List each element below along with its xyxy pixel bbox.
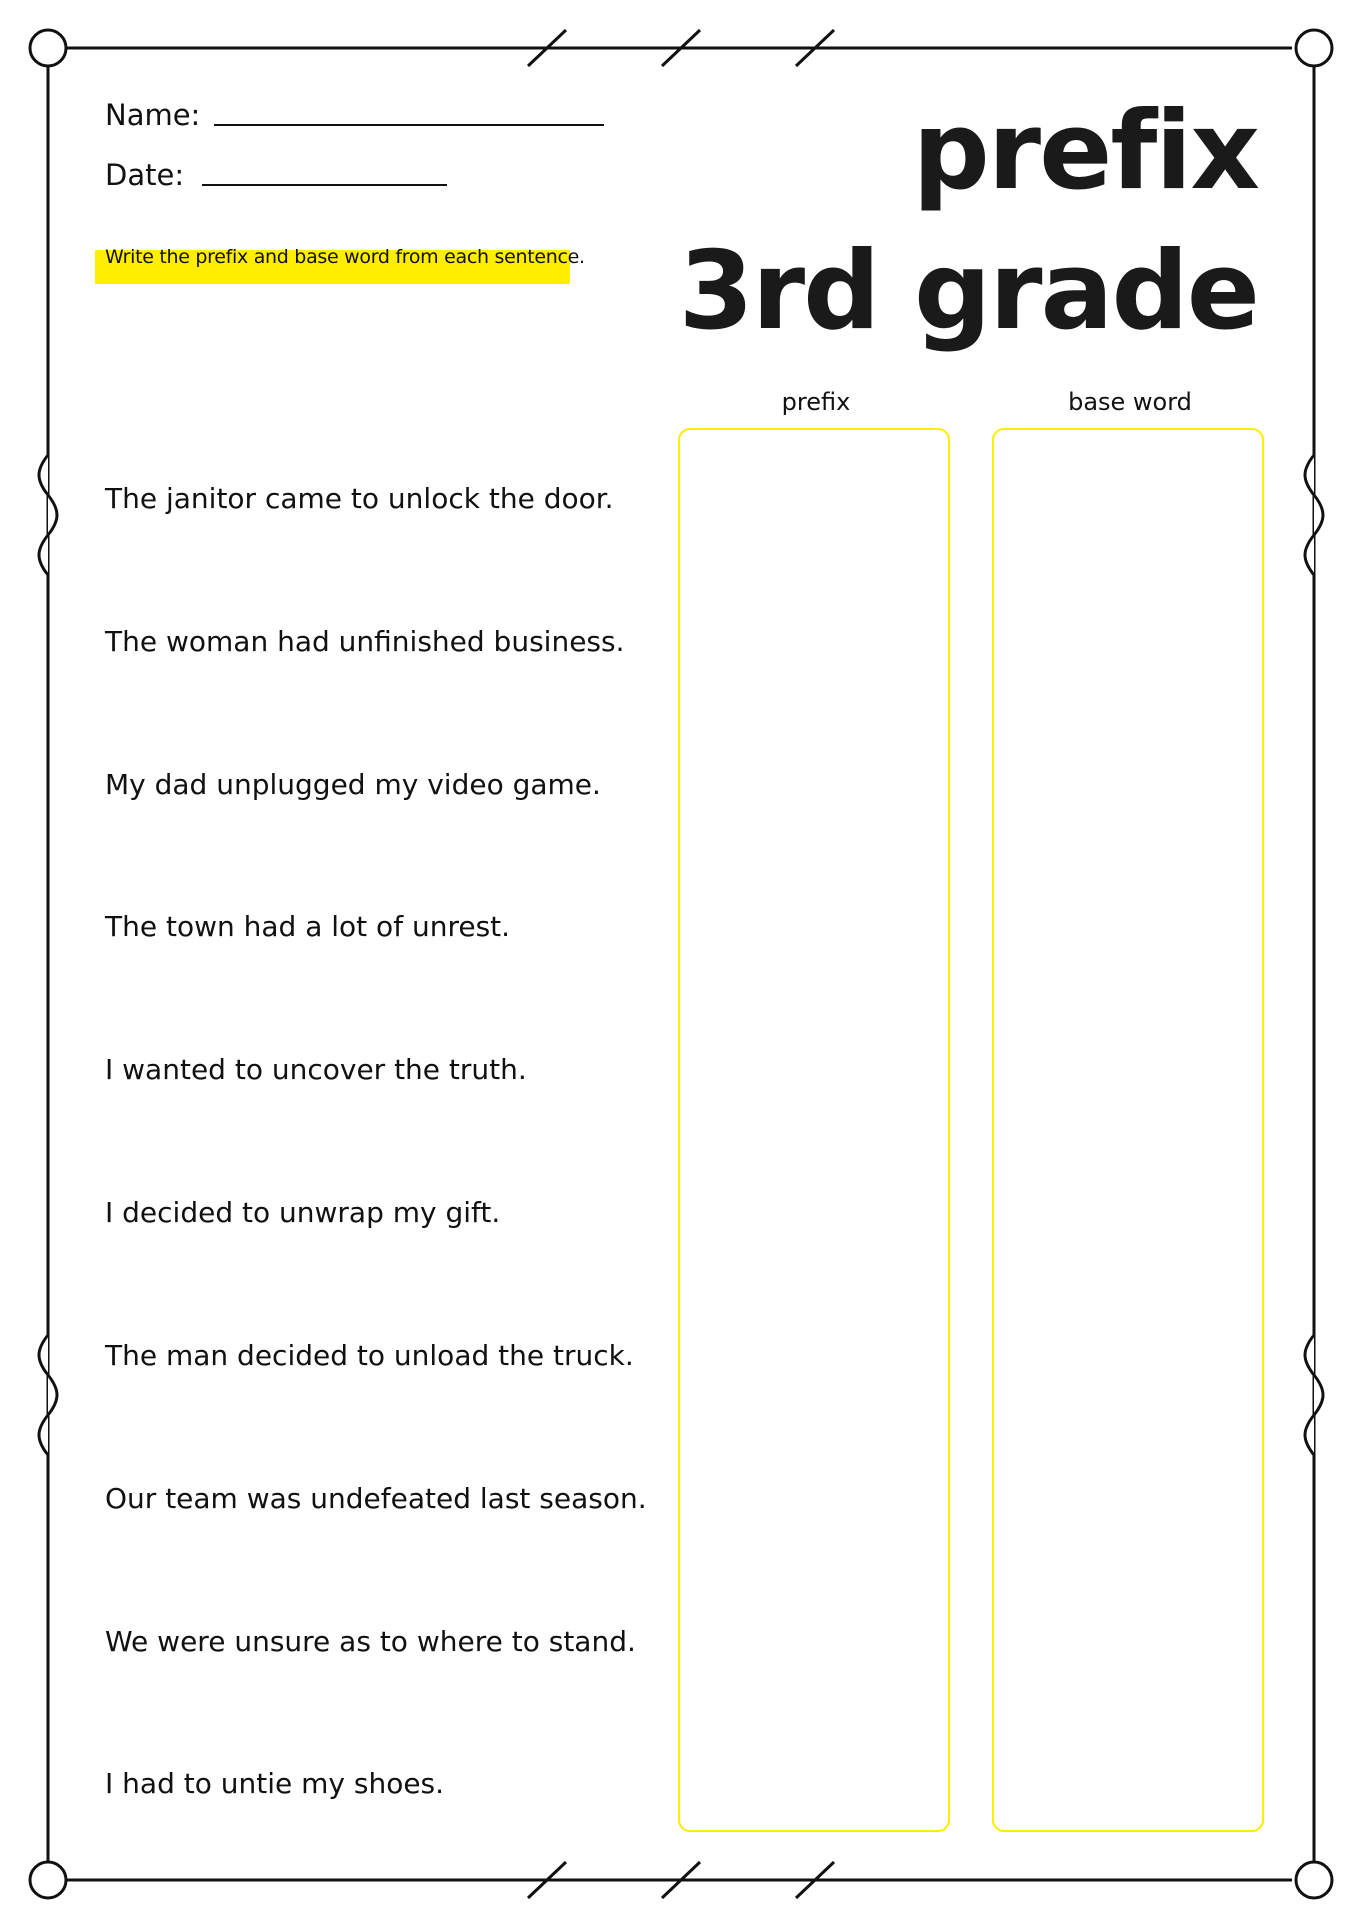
corner-circle-top-left [30,30,66,66]
date-blank-line[interactable] [202,183,447,186]
sentence-8: Our team was undefeated last season. [105,1482,647,1515]
date-label: Date: [105,158,185,192]
name-label: Name: [105,98,201,132]
sentence-1: The janitor came to unlock the door. [105,482,614,515]
sentence-2: The woman had unfinished business. [105,625,625,658]
corner-circle-bottom-left [30,1862,66,1898]
date-field-row [105,158,447,192]
squiggle-left-1 [39,455,57,575]
sentence-6: I decided to unwrap my gift. [105,1196,501,1229]
corner-circle-bottom-right [1296,1862,1332,1898]
sentence-7: The man decided to unload the truck. [105,1339,634,1372]
base-word-answer-box[interactable] [992,428,1264,1832]
instruction-text: Write the prefix and base word from each sentence. [105,246,585,268]
squiggle-right-2 [1305,1335,1323,1455]
name-field-row [105,98,604,132]
name-blank-line[interactable] [214,123,604,126]
sentence-4: The town had a lot of unrest. [105,910,511,943]
worksheet-subtitle: 3rd grade [678,229,1258,354]
prefix-column-header: prefix [781,388,851,416]
sentence-9: We were unsure as to where to stand. [105,1625,636,1658]
squiggle-left-2 [39,1335,57,1455]
sentence-10: I had to untie my shoes. [105,1767,445,1800]
sentence-3: My dad unplugged my video game. [105,768,601,801]
prefix-answer-box[interactable] [678,428,950,1832]
squiggle-right-1 [1305,455,1323,575]
base-word-column-header: base word [1068,388,1192,416]
sentence-5: I wanted to uncover the truth. [105,1053,527,1086]
corner-circle-top-right [1296,30,1332,66]
worksheet-title: prefix [912,89,1258,214]
